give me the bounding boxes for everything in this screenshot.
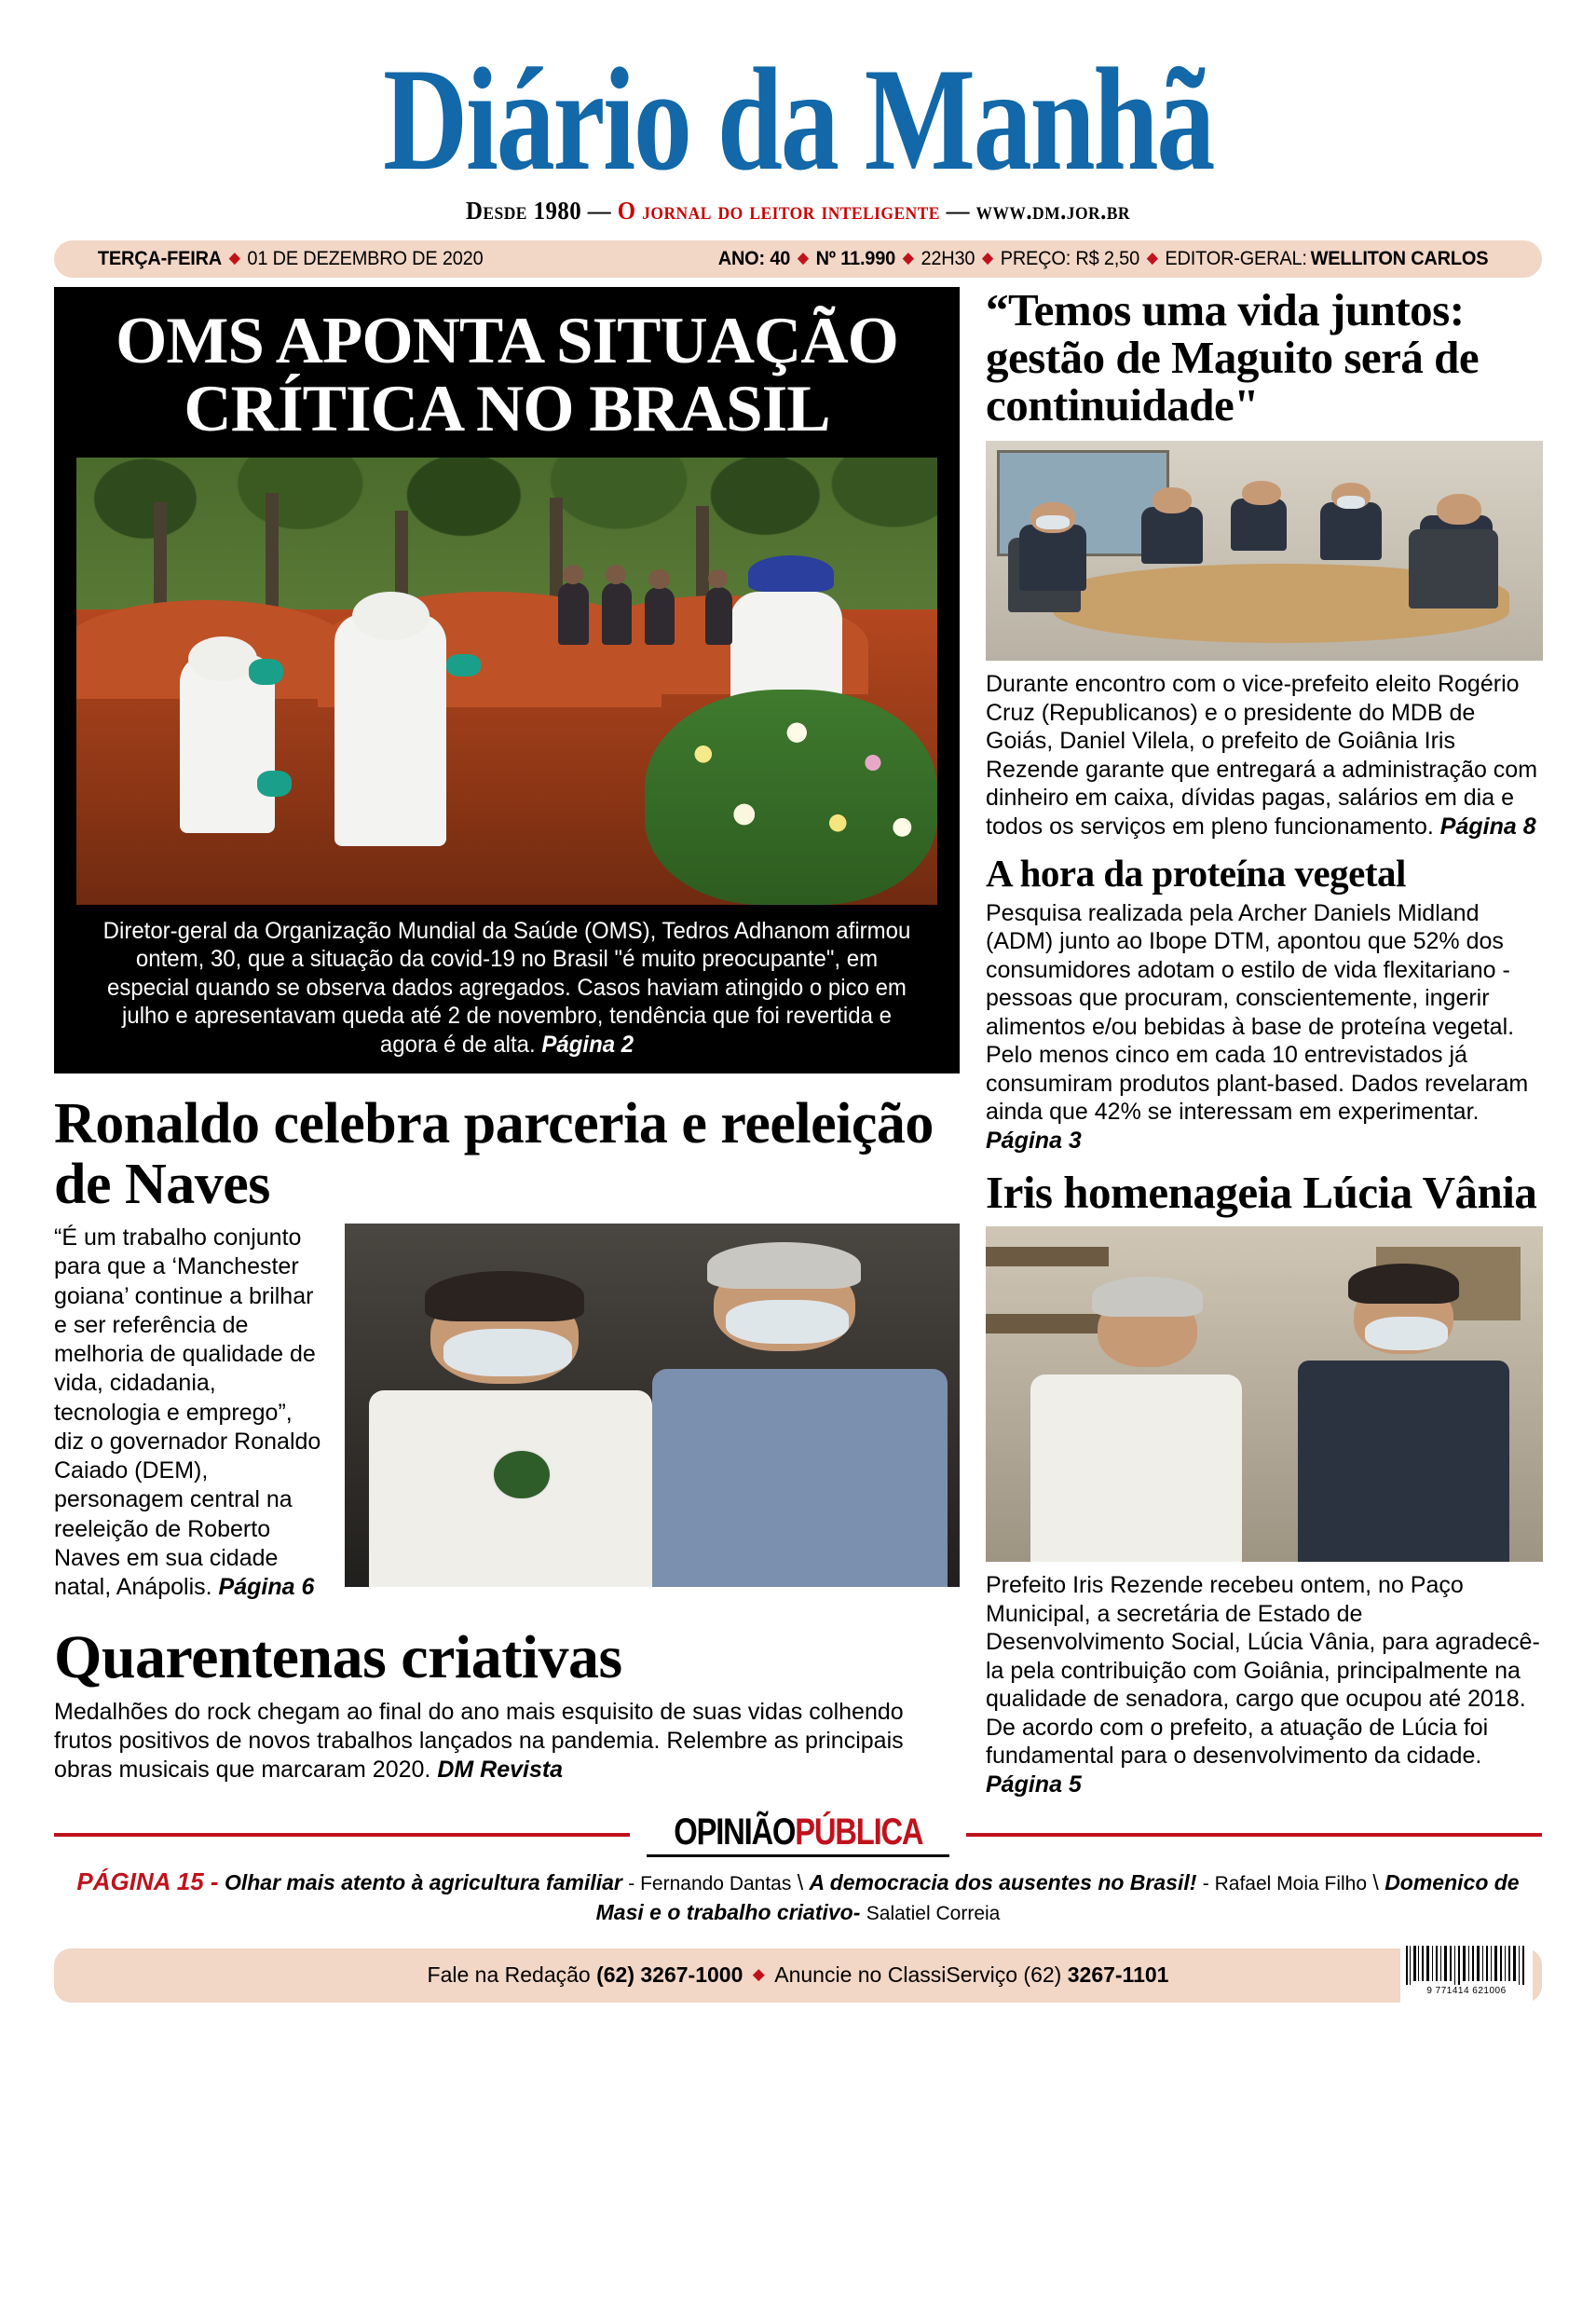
classiservico-label: Anuncie no ClassiServiço (62): [774, 1962, 1062, 1988]
opiniao-item-3-title[interactable]: Domenico de Masi e o trabalho criativo-: [595, 1870, 1520, 1925]
issue-info-bar: [54, 240, 1542, 278]
iris-text-block: [986, 1571, 1543, 1798]
lead-story[interactable]: [54, 287, 960, 1073]
lead-photo: [76, 458, 937, 905]
lead-caption: [93, 917, 920, 1060]
opiniao-item-1-title[interactable]: Olhar mais atento à agricultura familiar: [224, 1870, 622, 1895]
editor-name: WELLITON CARLOS: [1310, 248, 1489, 270]
masthead: [0, 0, 1596, 226]
opiniao-separator-2: \: [1372, 1870, 1379, 1895]
lead-page-ref[interactable]: Página 2: [541, 1031, 634, 1058]
classiservico-phone[interactable]: 3267-1101: [1067, 1962, 1169, 1988]
issue-meta-group: [718, 248, 1489, 270]
left-column: [54, 287, 960, 1798]
tagline-website: — www.dm.jor.br: [946, 197, 1130, 226]
issue-price: PREÇO: R$ 2,50: [1000, 248, 1139, 270]
iris-headline[interactable]: Iris homenageia Lúcia Vânia: [986, 1167, 1537, 1219]
diamond-icon: ◆: [1146, 249, 1158, 267]
iris-text: Prefeito Iris Rezende recebeu ontem, no Paço Municipal, a secretária de Estado de Desenvolvimento Social, Lúcia Vânia, para agradecê-la pela contribuição com Goiânia, principalmente na qualidade de senadora, cargo que ocupou até 2018. De acordo com o prefeito, a atuação de Lúcia foi fundamental para o desenvolvimento da cidade.: [986, 1572, 1540, 1770]
masthead-title: Diário da Manhã: [382, 38, 1214, 201]
proteina-text-block: [986, 899, 1543, 1156]
quarentenas-text-block: [54, 1698, 960, 1785]
maguito-headline[interactable]: “Temos uma vida juntos: gestão de Maguito será de continuidade": [986, 284, 1480, 431]
ronaldo-story: [54, 1224, 960, 1602]
diamond-icon: ◆: [797, 249, 809, 267]
maguito-text-block: [986, 670, 1543, 841]
opiniao-item-3-author: Salatiel Correia: [866, 1903, 1001, 1925]
content-columns: [54, 284, 1542, 1798]
ronaldo-headline[interactable]: Ronaldo celebra parceria e reeleição de Naves: [54, 1092, 934, 1216]
lead-headline: OMS APONTA SITUAÇÃO CRÍTICA NO BRASIL: [116, 305, 898, 446]
opiniao-publica-logo: [630, 1813, 967, 1857]
opiniao-item-1-author: - Fernando Dantas: [628, 1873, 792, 1895]
opiniao-item-2-author: - Rafael Moia Filho: [1202, 1873, 1368, 1895]
opiniao-publica-section: [54, 1813, 1542, 1927]
barcode: [1400, 1943, 1533, 2004]
opiniao-item-2-title[interactable]: A democracia dos ausentes no Brasil!: [809, 1870, 1197, 1895]
barcode-icon: [1405, 1946, 1528, 1985]
opiniao-logo-row: [54, 1813, 1542, 1856]
ronaldo-text-block: [54, 1224, 326, 1602]
tagline-slogan: O jornal do leitor inteligente: [617, 197, 940, 226]
masthead-tagline: [64, 197, 1533, 226]
opiniao-word: OPINIÃO: [673, 1811, 795, 1853]
proteina-headline[interactable]: A hora da proteína vegetal: [986, 852, 1406, 896]
barcode-number: 9 771414 621006: [1426, 1985, 1507, 1996]
quarentenas-headline[interactable]: Quarentenas criativas: [54, 1623, 622, 1692]
diamond-icon: ◆: [228, 249, 240, 267]
quarentenas-page-ref[interactable]: DM Revista: [437, 1757, 564, 1784]
contact-footer: [54, 1949, 1542, 2003]
issue-year: ANO: 40: [717, 248, 791, 270]
tagline-prefix: Desde 1980 —: [466, 197, 612, 226]
diamond-icon: ◆: [752, 1964, 765, 1983]
opiniao-items: [54, 1866, 1542, 1927]
proteina-page-ref[interactable]: Página 3: [986, 1127, 1082, 1154]
opiniao-separator-1: \: [797, 1870, 804, 1895]
lead-caption-text: Diretor-geral da Organização Mundial da Saúde (OMS), Tedros Adhanom afirmou ontem, 30, que a situação da covid-19 no Brasil "é muito preocupante", em especial quando se observa dados agregados. Casos haviam atingido o pico em julho e apresentavam queda até 2 de novembro, tendência que foi revertida e agora é de alta.: [102, 917, 911, 1058]
redacao-phone[interactable]: (62) 3267-1000: [596, 1962, 743, 1988]
opiniao-page-label[interactable]: PÁGINA 15 -: [76, 1867, 219, 1896]
issue-time: 22H30: [921, 248, 975, 270]
maguito-page-ref[interactable]: Página 8: [1439, 813, 1536, 840]
issue-number: Nº 11.990: [815, 248, 895, 270]
diamond-icon: ◆: [981, 249, 994, 267]
right-column: [986, 284, 1543, 1798]
maguito-photo: [986, 441, 1543, 661]
proteina-text: Pesquisa realizada pela Archer Daniels Midland (ADM) junto ao Ibope DTM, apontou que 52% dos consumidores adotam o estilo de vida flexitariano - pessoas que procuram, conscientemente, ingerir alimentos e/ou bebidas à base de proteína vegetal. Pelo menos cinco em cada 10 entrevistados já consumiram produtos plant-based. Dados revelaram ainda que 42% se interessam em experimentar.: [986, 899, 1529, 1126]
opiniao-logo-text: [674, 1813, 922, 1851]
rule-right: [966, 1833, 1542, 1837]
quarentenas-text: Medalhões do rock chegam ao final do ano mais esquisito de suas vidas colhendo frutos positivos de novos trabalhos lançados na pandemia. Relembre as principais obras musicais que marcaram 2020.: [54, 1698, 904, 1784]
diamond-icon: ◆: [902, 249, 914, 267]
iris-photo: [986, 1226, 1543, 1562]
redacao-label: Fale na Redação: [427, 1962, 591, 1988]
editor-label: EDITOR-GERAL:: [1165, 248, 1307, 270]
iris-page-ref[interactable]: Página 5: [986, 1771, 1082, 1798]
ronaldo-text: “É um trabalho conjunto para que a ‘Manchester goiana’ continue a brilhar e ser referência de melhoria de qualidade de vida, cidadania, tecnologia e emprego”, diz o governador Ronaldo Caiado (DEM), personagem central na reeleição de Roberto Naves em sua cidade natal, Anápolis.: [54, 1224, 321, 1601]
rule-left: [54, 1833, 630, 1837]
maguito-text: Durante encontro com o vice-prefeito eleito Rogério Cruz (Republicanos) e o presidente do MDB de Goiás, Daniel Vilela, o prefeito de Goiânia Iris Rezende garante que entregará a administração com dinheiro em caixa, dívidas pagas, salários em dia e todos os serviços em pleno funcionamento.: [986, 671, 1538, 840]
issue-date-group: [98, 248, 484, 270]
opiniao-underline: [647, 1854, 950, 1857]
issue-weekday: TERÇA-FEIRA: [97, 248, 223, 270]
ronaldo-page-ref[interactable]: Página 6: [218, 1574, 315, 1601]
issue-date: 01 DE DEZEMBRO DE 2020: [247, 248, 484, 270]
publica-word: PÚBLICA: [794, 1811, 923, 1853]
ronaldo-photo: [345, 1224, 960, 1587]
